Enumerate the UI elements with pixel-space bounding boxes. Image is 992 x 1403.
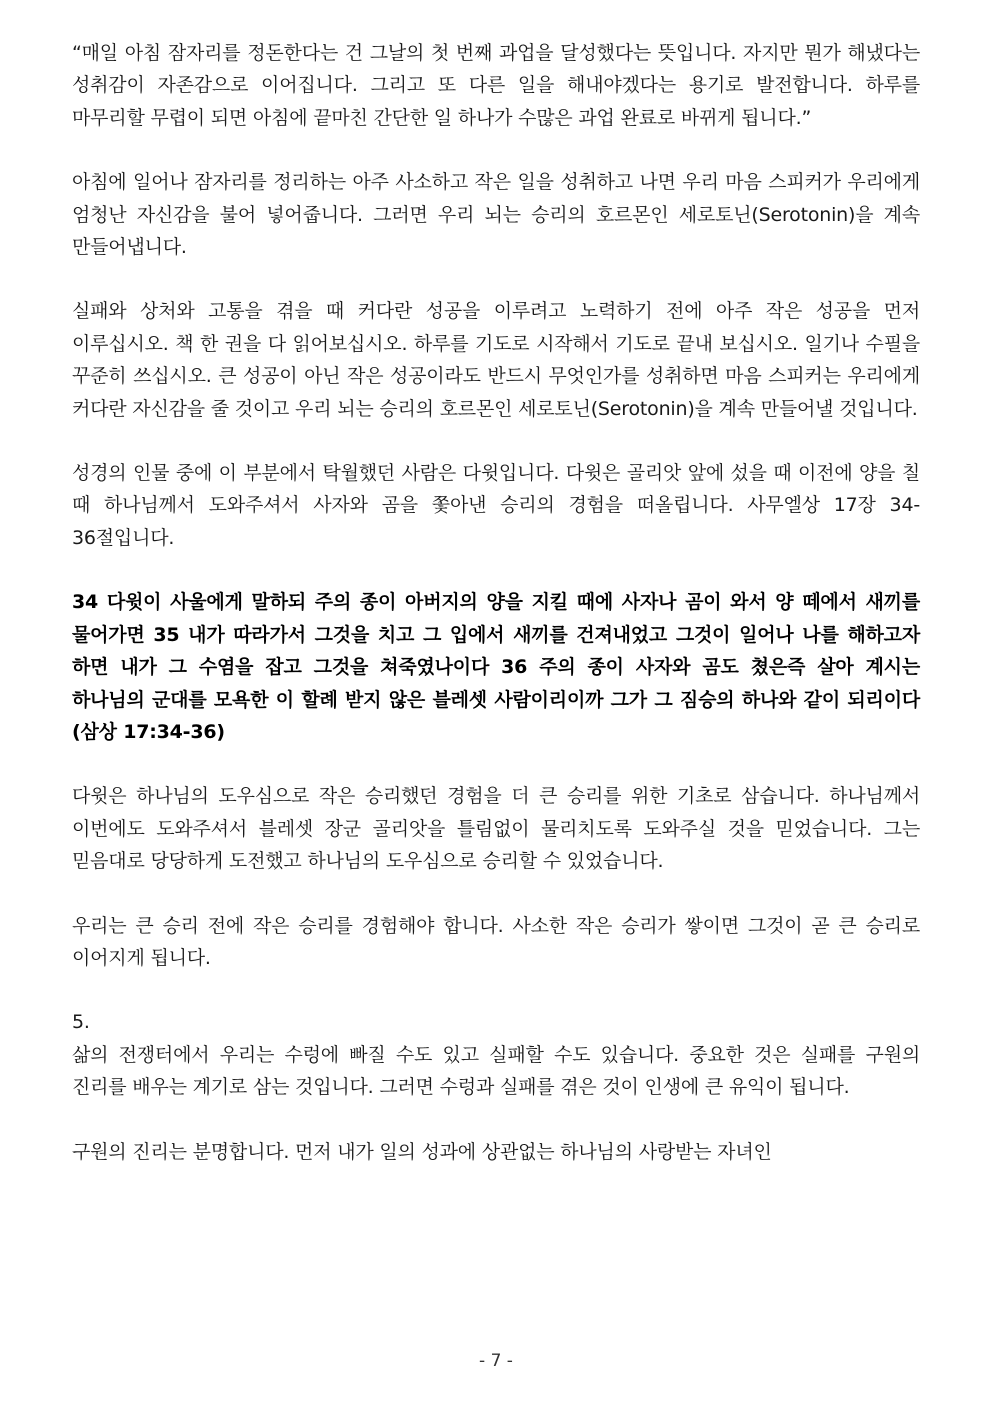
paragraph-battlefield: 삶의 전쟁터에서 우리는 수렁에 빠질 수도 있고 실패할 수도 있습니다. 중요한 것은 실패를 구원의 진리를 배우는 계기로 삼는 것입니다. 그러면 수렁과 실패를 겪은 것이 인생에 큰 유익이 됩니다.	[72, 1043, 920, 1099]
document-body	[72, 37, 920, 1200]
paragraph-salvation-truth: 구원의 진리는 분명합니다. 먼저 내가 일의 성과에 상관없는 하나님의 사랑받는 자녀인	[72, 1140, 772, 1163]
paragraph-small-success: 실패와 상처와 고통을 겪을 때 커다란 성공을 이루려고 노력하기 전에 아주 작은 성공을 먼저 이루십시오. 책 한 권을 다 읽어보십시오. 하루를 기도로 시작해서 기도로 끝내 보십시오. 일기나 수필을 꾸준히 쓰십시오. 큰 성공이 아닌 작은 성공이라도 반드시 무엇인가를 성취하면 마음 스피커는 우리에게 커다란 자신감을 줄 것이고 우리 뇌는 승리의 호르몬인 세로토닌(Serotonin)을 계속 만들어낼 것입니다.	[72, 300, 920, 420]
paragraph-small-victory: 우리는 큰 승리 전에 작은 승리를 경험해야 합니다. 사소한 작은 승리가 쌓이면 그것이 곧 큰 승리로 이어지게 됩니다.	[72, 914, 920, 969]
paragraph-serotonin: 아침에 일어나 잠자리를 정리하는 아주 사소하고 작은 일을 성취하고 나면 우리 마음 스피커가 우리에게 엄청난 자신감을 불어 넣어줍니다. 그러면 우리 뇌는 승리의 호르몬인 세로토닌(Serotonin)을 계속 만들어냅니다.	[72, 171, 920, 259]
page-number: - 7 -	[479, 1351, 513, 1371]
scripture-quote: 34 다윗이 사울에게 말하되 주의 종이 아버지의 양을 지킬 때에 사자나 곰이 와서 양 떼에서 새끼를 물어가면 35 내가 따라가서 그것을 치고 그 입에서 새끼를 건져내었고 그것이 일어나 나를 해하고자 하면 내가 그 수염을 잡고 그것을 쳐죽였나이다 36 주의 종이 사자와 곰도 쳤은즉 살아 계시는 하나님의 군대를 모욕한 이 할례 받지 않은 블레셋 사람이리이까 그가 그 짐승의 하나와 같이 되리이다 (삼상 17:34-36)	[72, 591, 920, 743]
paragraph-david-faith: 다윗은 하나님의 도우심으로 작은 승리했던 경험을 더 큰 승리를 위한 기초로 삼습니다. 하나님께서 이번에도 도와주셔서 블레셋 장군 골리앗을 틀림없이 물리치도록 도와주실 것을 믿었습니다. 그는 믿음대로 당당하게 도전했고 하나님의 도우심으로 승리할 수 있었습니다.	[72, 785, 920, 873]
paragraph-quote: “매일 아침 잠자리를 정돈한다는 건 그날의 첫 번째 과업을 달성했다는 뜻입니다. 자지만 뭔가 해냈다는 성취감이 자존감으로 이어집니다. 그리고 또 다른 일을 해내야겠다는 용기로 발전합니다. 하루를 마무리할 무렵이 되면 아침에 끝마친 간단한 일 하나가 수많은 과업 완료로 바뀌게 됩니다.”	[72, 42, 920, 129]
section-number: 5.	[72, 1011, 90, 1034]
paragraph-david: 성경의 인물 중에 이 부분에서 탁월했던 사람은 다윗입니다. 다윗은 골리앗 앞에 섰을 때 이전에 양을 칠 때 하나님께서 도와주셔서 사자와 곰을 쫓아낸 승리의 경험을 떠올립니다. 사무엘상 17장 34-36절입니다.	[72, 462, 920, 549]
